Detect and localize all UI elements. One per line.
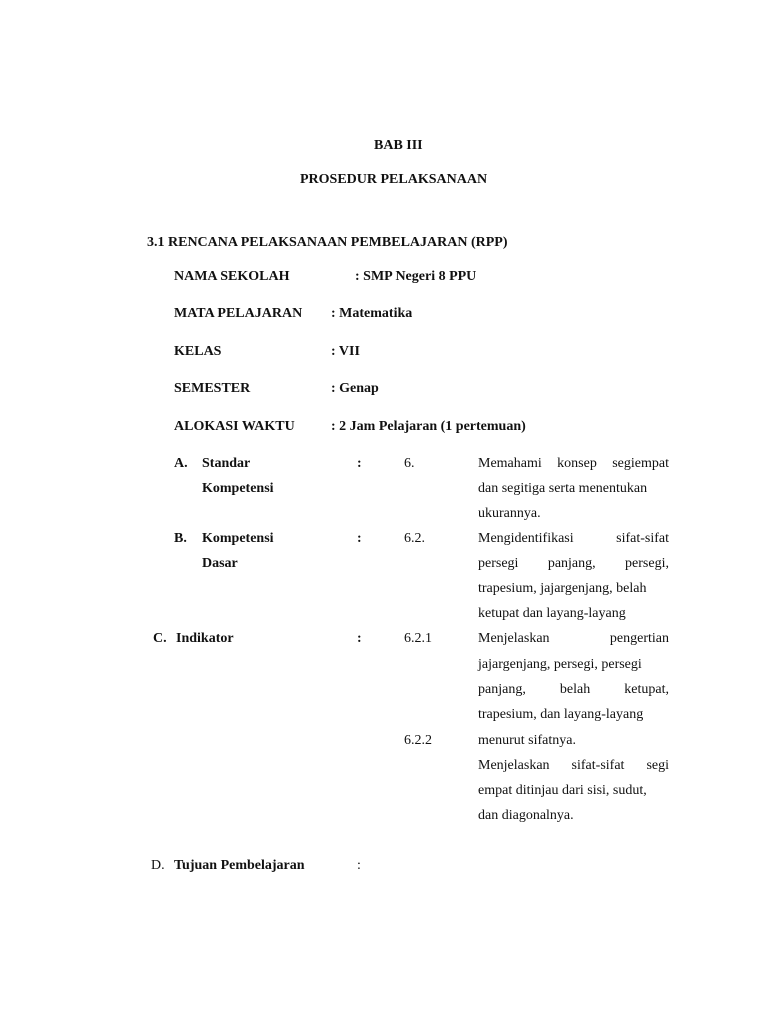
indikator-text-line-4: trapesium, dan layang-layang — [478, 707, 644, 722]
word: Memahami — [478, 456, 542, 471]
indikator-text-line-2: jajargenjang, persegi, persegi — [478, 657, 642, 672]
kompetensi-number: 6.2. — [404, 531, 425, 546]
word: persegi — [478, 556, 519, 571]
identity-value-class: : VII — [331, 344, 360, 359]
word: konsep — [557, 456, 597, 471]
word: persegi, — [625, 556, 669, 571]
standar-label-line-2: Kompetensi — [202, 481, 274, 496]
kompetensi-letter: B. — [174, 531, 187, 546]
word: panjang, — [547, 556, 596, 571]
indikator-colon: : — [357, 631, 362, 646]
standar-text-line-3: ukurannya. — [478, 506, 541, 521]
indikator-number-2: 6.2.2 — [404, 733, 432, 748]
identity-label-semester: SEMESTER — [174, 381, 251, 396]
standar-text-line-2: dan segitiga serta menentukan — [478, 481, 648, 496]
tujuan-letter: D. — [151, 858, 165, 873]
kompetensi-text-line-1 — [478, 530, 669, 548]
word: Mengidentifikasi — [478, 531, 574, 546]
indikator-letter: C. — [153, 631, 167, 646]
word: sifat-sifat — [616, 531, 669, 546]
indikator-text-line-5: menurut sifatnya. — [478, 733, 576, 748]
kompetensi-colon: : — [357, 531, 362, 546]
word: belah — [559, 682, 591, 697]
identity-label-class: KELAS — [174, 344, 222, 359]
chapter-title: PROSEDUR PELAKSANAAN — [300, 172, 488, 187]
identity-value-school: : SMP Negeri 8 PPU — [355, 269, 477, 284]
word: pengertian — [609, 631, 669, 646]
identity-label-school: NAMA SEKOLAH — [174, 269, 290, 284]
kompetensi-text-line-3: trapesium, jajargenjang, belah — [478, 581, 647, 596]
indikator-text-line-1 — [478, 630, 669, 648]
tujuan-label: Tujuan Pembelajaran — [174, 858, 305, 873]
word: ketupat, — [624, 682, 669, 697]
word: segi — [646, 758, 669, 773]
identity-value-semester: : Genap — [331, 381, 379, 396]
identity-label-subject: MATA PELAJARAN — [174, 306, 303, 321]
identity-value-time: : 2 Jam Pelajaran (1 pertemuan) — [331, 419, 526, 434]
word: segiempat — [612, 456, 669, 471]
indikator-label: Indikator — [176, 631, 234, 646]
kompetensi-text-line-2 — [478, 555, 669, 573]
standar-text-line-1 — [478, 455, 669, 473]
standar-number: 6. — [404, 456, 415, 471]
indikator-number-1: 6.2.1 — [404, 631, 432, 646]
word: Menjelaskan — [478, 758, 550, 773]
kompetensi-text-line-4: ketupat dan layang-layang — [478, 606, 626, 621]
kompetensi-label-line-2: Dasar — [202, 556, 238, 571]
tujuan-colon: : — [357, 858, 361, 873]
indikator-text-line-7: empat ditinjau dari sisi, sudut, — [478, 783, 647, 798]
word: Menjelaskan — [478, 631, 550, 646]
standar-letter: A. — [174, 456, 188, 471]
word: panjang, — [478, 682, 526, 697]
indikator-text-line-6 — [478, 757, 669, 775]
word: sifat-sifat — [571, 758, 625, 773]
kompetensi-label-line-1: Kompetensi — [202, 531, 274, 546]
section-title: 3.1 RENCANA PELAKSANAAN PEMBELAJARAN (RPP) — [147, 235, 508, 250]
indikator-text-line-8: dan diagonalnya. — [478, 808, 574, 823]
standar-label-line-1: Standar — [202, 456, 251, 471]
chapter-label: BAB III — [374, 138, 423, 153]
identity-value-subject: : Matematika — [331, 306, 413, 321]
standar-colon: : — [357, 456, 362, 471]
identity-label-time: ALOKASI WAKTU — [174, 419, 295, 434]
indikator-text-line-3 — [478, 681, 669, 699]
